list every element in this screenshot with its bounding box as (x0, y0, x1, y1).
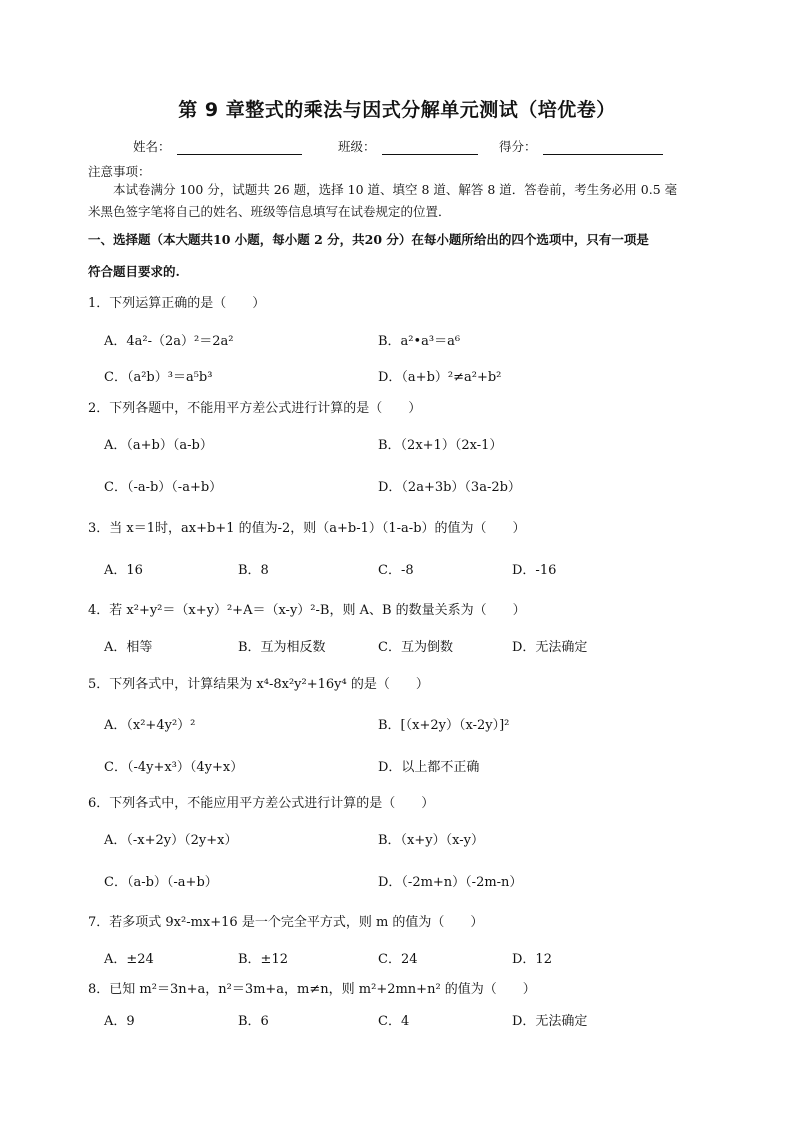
question-8-option-d: D．无法确定 (512, 1014, 588, 1029)
notice-line-2: 米黑色签字笔将自己的姓名、班级等信息填写在试卷规定的位置． (88, 204, 451, 219)
question-8-option-c: C．4 (378, 1014, 410, 1029)
question-6-stem: 6．下列各式中，不能应用平方差公式进行计算的是（ ） (88, 796, 435, 811)
question-5-stem: 5．下列各式中，计算结果为 x⁴-8x²y²+16y⁴ 的是（ ） (88, 677, 429, 692)
name-label: 姓名： (133, 139, 171, 154)
question-4-option-d: D．无法确定 (512, 640, 588, 655)
question-7-option-d: D．12 (512, 952, 552, 967)
class-label: 班级： (338, 139, 376, 154)
question-3-option-b: B．8 (238, 563, 269, 578)
question-1-stem: 1．下列运算正确的是（ ） (88, 296, 266, 311)
question-5-option-d: D．以上都不正确 (378, 760, 480, 775)
question-3-stem: 3．当 x＝1时，ax+b+1 的值为-2，则（a+b-1）（1-a-b）的值为（ ） (88, 521, 526, 536)
question-2-option-c: C．（-a-b）（-a+b） (104, 480, 223, 495)
question-8-stem: 8．已知 m²＝3n+a，n²＝3m+a，m≠n，则 m²+2mn+n² 的值为（ ） (88, 982, 536, 997)
score-blank (543, 140, 663, 155)
score-label: 得分： (499, 139, 537, 154)
score-field (499, 137, 663, 155)
section-heading-line-2: 符合题目要求的. (88, 264, 180, 279)
question-6-option-d: D．（-2m+n）（-2m-n） (378, 875, 523, 890)
question-7-option-c: C．24 (378, 952, 418, 967)
question-1-option-d: D．（a+b）²≠a²+b² (378, 370, 502, 385)
question-6-option-c: C．（a-b）（-a+b） (104, 875, 218, 890)
question-4-stem: 4．若 x²+y²＝（x+y）²+A＝（x-y）²-B，则 A、B 的数量关系为（ ） (88, 603, 526, 618)
question-2-stem: 2．下列各题中，不能用平方差公式进行计算的是（ ） (88, 401, 422, 416)
question-7-option-b: B．±12 (238, 952, 288, 967)
notice-heading: 注意事项： (88, 164, 151, 179)
question-2-option-d: D．（2a+3b）（3a-2b） (378, 480, 521, 495)
class-blank (382, 140, 478, 155)
name-field (133, 137, 302, 155)
question-7-option-a: A．±24 (104, 952, 154, 967)
question-7-stem: 7．若多项式 9x²-mx+16 是一个完全平方式，则 m 的值为（ ） (88, 915, 484, 930)
question-5-option-a: A．（x²+4y²）² (104, 718, 196, 733)
question-5-option-b: B．[（x+2y）（x-2y）]² (378, 718, 510, 733)
question-8-option-a: A．9 (104, 1014, 135, 1029)
notice-text (88, 179, 708, 223)
question-3-option-d: D．-16 (512, 563, 557, 578)
question-1-option-a: A．4a²-（2a）²＝2a² (104, 334, 234, 349)
question-6-option-a: A．（-x+2y）（2y+x） (104, 833, 238, 848)
question-2-option-a: A．（a+b）（a-b） (104, 438, 213, 453)
question-1-option-b: B．a²•a³＝a⁶ (378, 334, 461, 349)
question-4-option-c: C．互为倒数 (378, 640, 453, 655)
class-field (338, 137, 478, 155)
question-2-option-b: B．（2x+1）（2x-1） (378, 438, 503, 453)
question-4-option-a: A．相等 (104, 640, 153, 655)
question-8-option-b: B．6 (238, 1014, 269, 1029)
question-3-option-a: A．16 (104, 563, 143, 578)
question-5-option-c: C．（-4y+x³）（4y+x） (104, 760, 244, 775)
page-title: 第 9 章整式的乘法与因式分解单元测试（培优卷） (178, 99, 616, 121)
question-4-option-b: B．互为相反数 (238, 640, 326, 655)
name-blank (177, 140, 302, 155)
question-1-option-c: C．（a²b）³＝a⁵b³ (104, 370, 213, 385)
question-6-option-b: B．（x+y）（x-y） (378, 833, 484, 848)
notice-line-1: 本试卷满分 100 分，试题共 26 题，选择 10 道、填空 8 道、解答 8 道．答卷前，考生务必用 0.5 毫 (113, 182, 678, 197)
question-3-option-c: C．-8 (378, 563, 414, 578)
section-heading-line-1: 一、选择题（本大题共10 小题，每小题 2 分，共20 分）在每小题所给出的四个选项中，只有一项是 (88, 232, 649, 247)
